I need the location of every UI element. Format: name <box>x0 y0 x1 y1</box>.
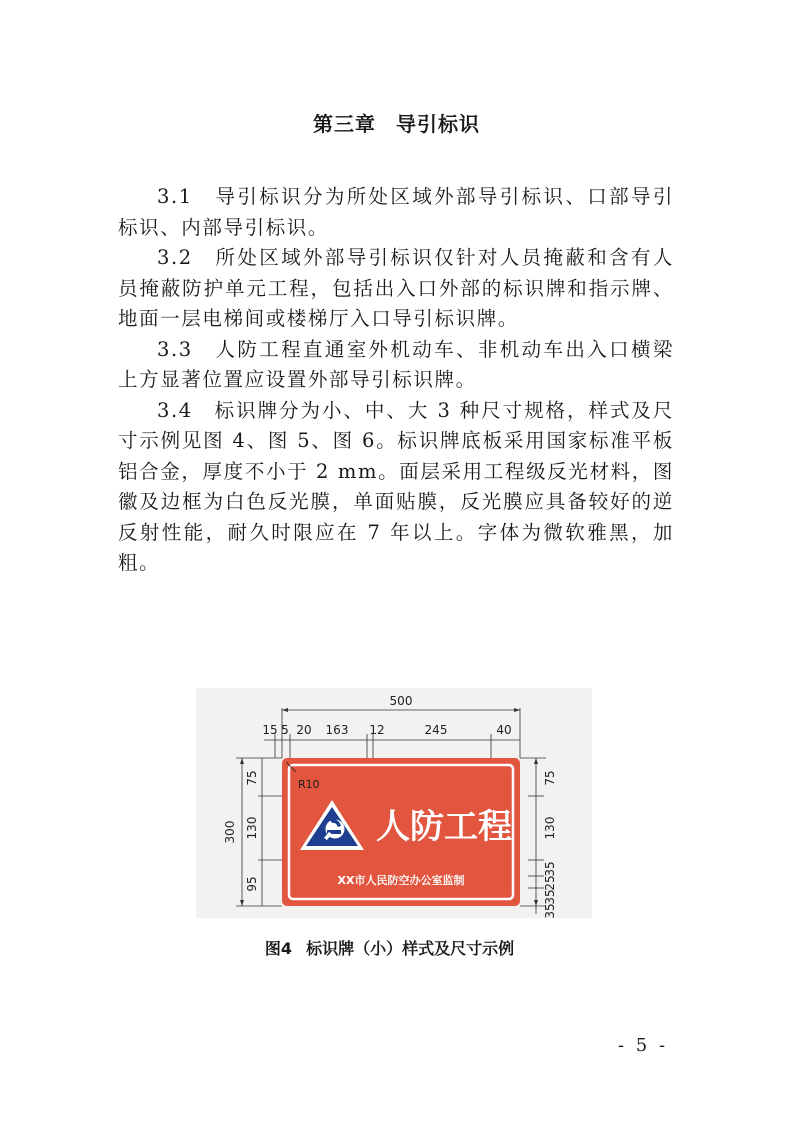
dim-top-7: 40 <box>496 723 512 737</box>
dim-right-2: 130 <box>543 816 557 840</box>
dim-top-4: 163 <box>325 723 349 737</box>
dim-top-6: 245 <box>424 723 448 737</box>
dim-right-4: 25 <box>543 875 557 891</box>
dim-left-1: 75 <box>245 770 259 786</box>
paragraph-3-4: 3.4 标识牌分为小、中、大 3 种尺寸规格，样式及尺寸示例见图 4、图 5、图 6。标识牌底板采用国家标准平板铝合金，厚度不小于 2 mm。面层采用工程级反光材料，图徽及边框为白色反光膜，单面贴膜，反光膜应具备较好的逆反射性能，耐久时限应在 7 年以上。字体为微软雅黑，加粗。 <box>118 398 674 574</box>
dim-total-height: 300 <box>223 820 237 844</box>
dim-right-3: 35 <box>543 861 557 877</box>
dim-top-5: 12 <box>369 723 385 737</box>
dim-top-3: 20 <box>296 723 312 737</box>
paragraph-3-1: 3.1 导引标识分为所处区域外部导引标识、口部导引标识、内部导引标识。 <box>118 185 674 239</box>
sign-supervisor-text: XX市人民防空办公室监制 <box>337 874 465 887</box>
dim-right-5: 35 <box>543 889 557 905</box>
dim-top-2: 5 <box>281 723 289 737</box>
chapter-title <box>0 108 793 137</box>
page-number: - 5 - <box>618 1035 669 1056</box>
dim-right-1: 75 <box>543 770 557 786</box>
caption-label: 图4 <box>264 939 293 958</box>
dim-top-1: 15 <box>262 723 278 737</box>
chapter-name: 导引标识 <box>396 112 480 136</box>
dim-right-6: 35 <box>543 903 557 918</box>
radius-label: R10 <box>298 778 320 791</box>
paragraph-3-3: 3.3 人防工程直通室外机动车、非机动车出入口横梁上方显著位置应设置外部导引标识牌。 <box>118 337 674 391</box>
dim-total-width: 500 <box>389 694 413 708</box>
body-text <box>118 182 674 579</box>
dim-left-3: 95 <box>245 876 259 892</box>
caption-text: 标识牌（小）样式及尺寸示例 <box>306 939 515 958</box>
figure-caption <box>0 936 793 959</box>
sign-drawing <box>196 688 592 918</box>
sign-dimension-figure <box>196 688 592 918</box>
paragraph-3-2: 3.2 所处区域外部导引标识仅针对人员掩蔽和含有人员掩蔽防护单元工程，包括出入口外部的标识牌和指示牌、地面一层电梯间或楼梯厅入口导引标识牌。 <box>118 246 674 330</box>
sign-main-text: 人防工程 <box>376 807 512 847</box>
chapter-number: 第三章 <box>313 112 376 136</box>
dim-left-2: 130 <box>245 816 259 840</box>
